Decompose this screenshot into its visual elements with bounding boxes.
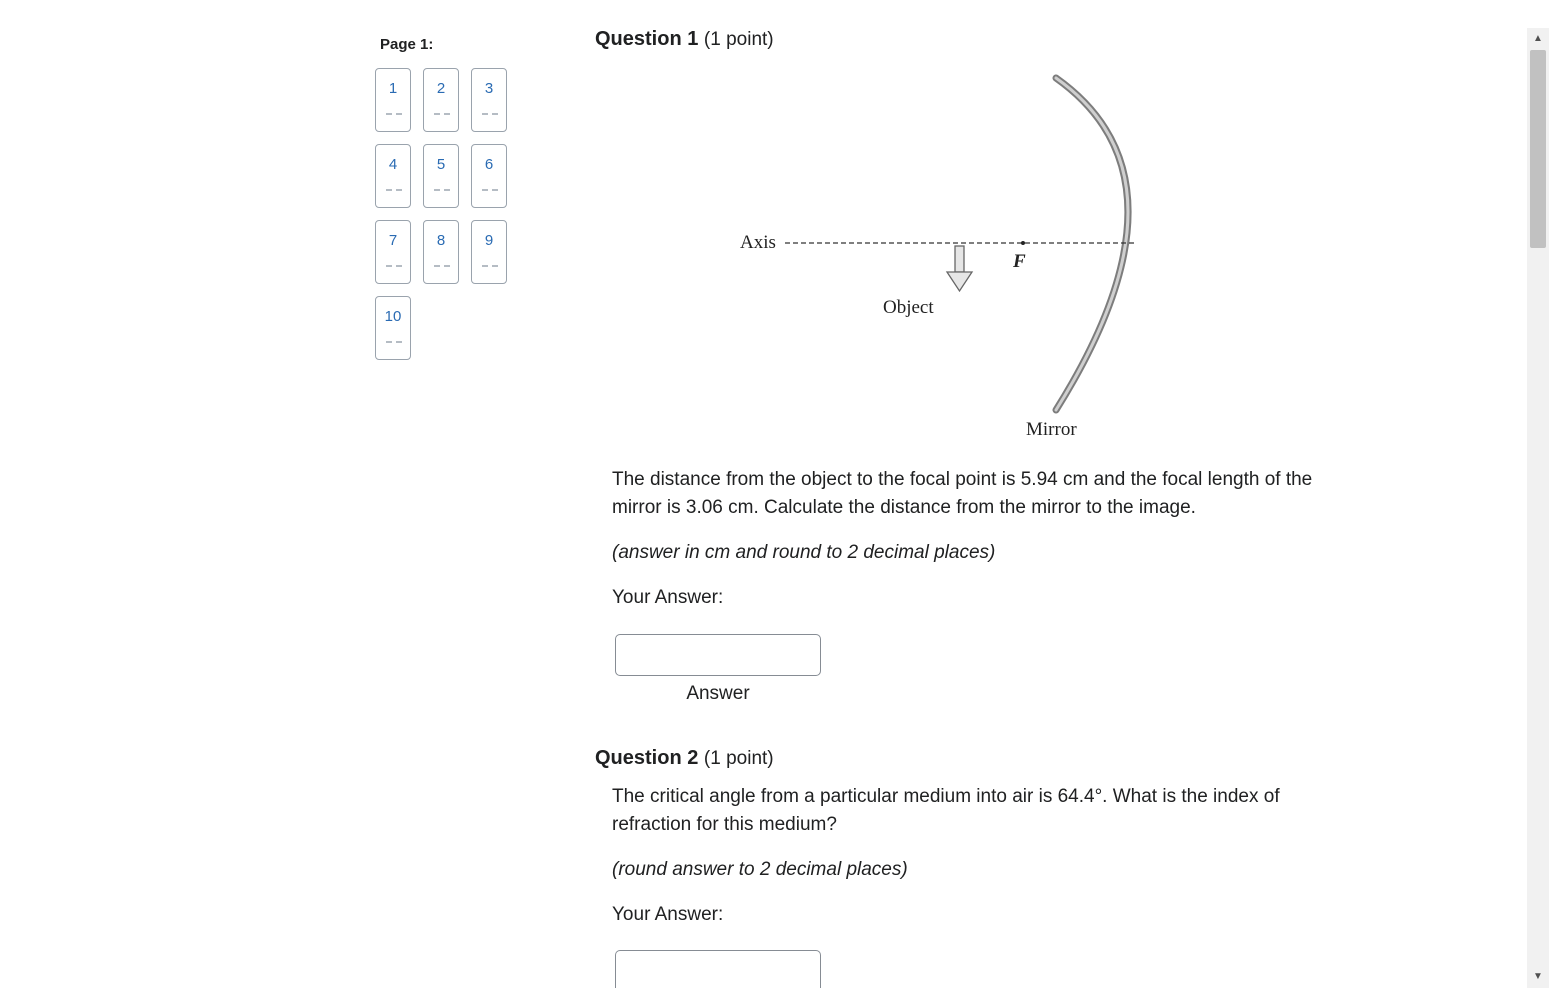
axis-label: Axis — [740, 232, 776, 253]
question-1-answer-input[interactable] — [615, 634, 821, 676]
question-2-title: Question 2 — [595, 747, 699, 769]
focal-label: F — [1013, 251, 1026, 272]
question-2-hint: (round answer to 2 decimal places) — [612, 859, 908, 880]
question-nav-number: 10 — [384, 308, 402, 325]
question-1-answer-caption: Answer — [686, 683, 750, 704]
question-2-heading — [595, 747, 774, 770]
question-nav-4[interactable] — [375, 144, 411, 208]
unanswered-indicator — [386, 113, 402, 115]
unanswered-indicator — [434, 265, 450, 267]
unanswered-indicator — [434, 113, 450, 115]
question-nav-number: 4 — [388, 156, 398, 173]
unanswered-indicator — [482, 189, 498, 191]
question-nav-number: 6 — [484, 156, 494, 173]
question-nav-6[interactable] — [471, 144, 507, 208]
mirror-shape — [1056, 78, 1128, 410]
question-2-answer-input[interactable] — [615, 950, 821, 988]
object-arrow — [947, 246, 972, 291]
question-1-title: Question 1 — [595, 28, 699, 50]
question-nav-10[interactable] — [375, 296, 411, 360]
scrollbar-thumb[interactable] — [1530, 50, 1546, 248]
scroll-up-arrow-icon[interactable]: ▲ — [1533, 33, 1543, 44]
question-nav-7[interactable] — [375, 220, 411, 284]
object-label: Object — [883, 297, 934, 318]
question-nav-number: 5 — [436, 156, 446, 173]
question-nav-9[interactable] — [471, 220, 507, 284]
question-1-heading — [595, 28, 774, 51]
question-2-points: (1 point) — [703, 748, 774, 769]
page-label: Page 1: — [380, 36, 434, 53]
question-nav-1[interactable] — [375, 68, 411, 132]
question-2-your-answer-label: Your Answer: — [612, 904, 724, 925]
question-1-points: (1 point) — [703, 29, 774, 50]
question-nav-2[interactable] — [423, 68, 459, 132]
unanswered-indicator — [386, 265, 402, 267]
question-nav-number: 7 — [388, 232, 398, 249]
question-nav-3[interactable] — [471, 68, 507, 132]
mirror-highlight — [1056, 78, 1128, 410]
question-1-hint: (answer in cm and round to 2 decimal places) — [612, 542, 996, 563]
mirror-label: Mirror — [1026, 419, 1077, 440]
question-nav-number: 8 — [436, 232, 446, 249]
page-scrollbar[interactable] — [1527, 28, 1549, 988]
unanswered-indicator — [386, 341, 402, 343]
unanswered-indicator — [434, 189, 450, 191]
question-1-text: The distance from the object to the focal point is 5.94 cm and the focal length of the mirror is 3.06 cm. Calculate the distance from the mirror to the image. — [612, 469, 1313, 518]
question-nav-number: 2 — [436, 80, 446, 97]
concave-mirror-diagram — [730, 70, 1170, 450]
question-nav-8[interactable] — [423, 220, 459, 284]
unanswered-indicator — [386, 189, 402, 191]
question-1-your-answer-label: Your Answer: — [612, 587, 724, 608]
question-nav-number: 9 — [484, 232, 494, 249]
question-nav-number: 3 — [484, 80, 494, 97]
question-nav-5[interactable] — [423, 144, 459, 208]
question-2-text: The critical angle from a particular medium into air is 64.4°. What is the index of refraction for this medium? — [612, 786, 1280, 835]
question-nav-number: 1 — [388, 80, 398, 97]
scroll-down-arrow-icon[interactable]: ▼ — [1533, 971, 1543, 982]
focal-point-dot — [1021, 241, 1025, 245]
unanswered-indicator — [482, 113, 498, 115]
unanswered-indicator — [482, 265, 498, 267]
